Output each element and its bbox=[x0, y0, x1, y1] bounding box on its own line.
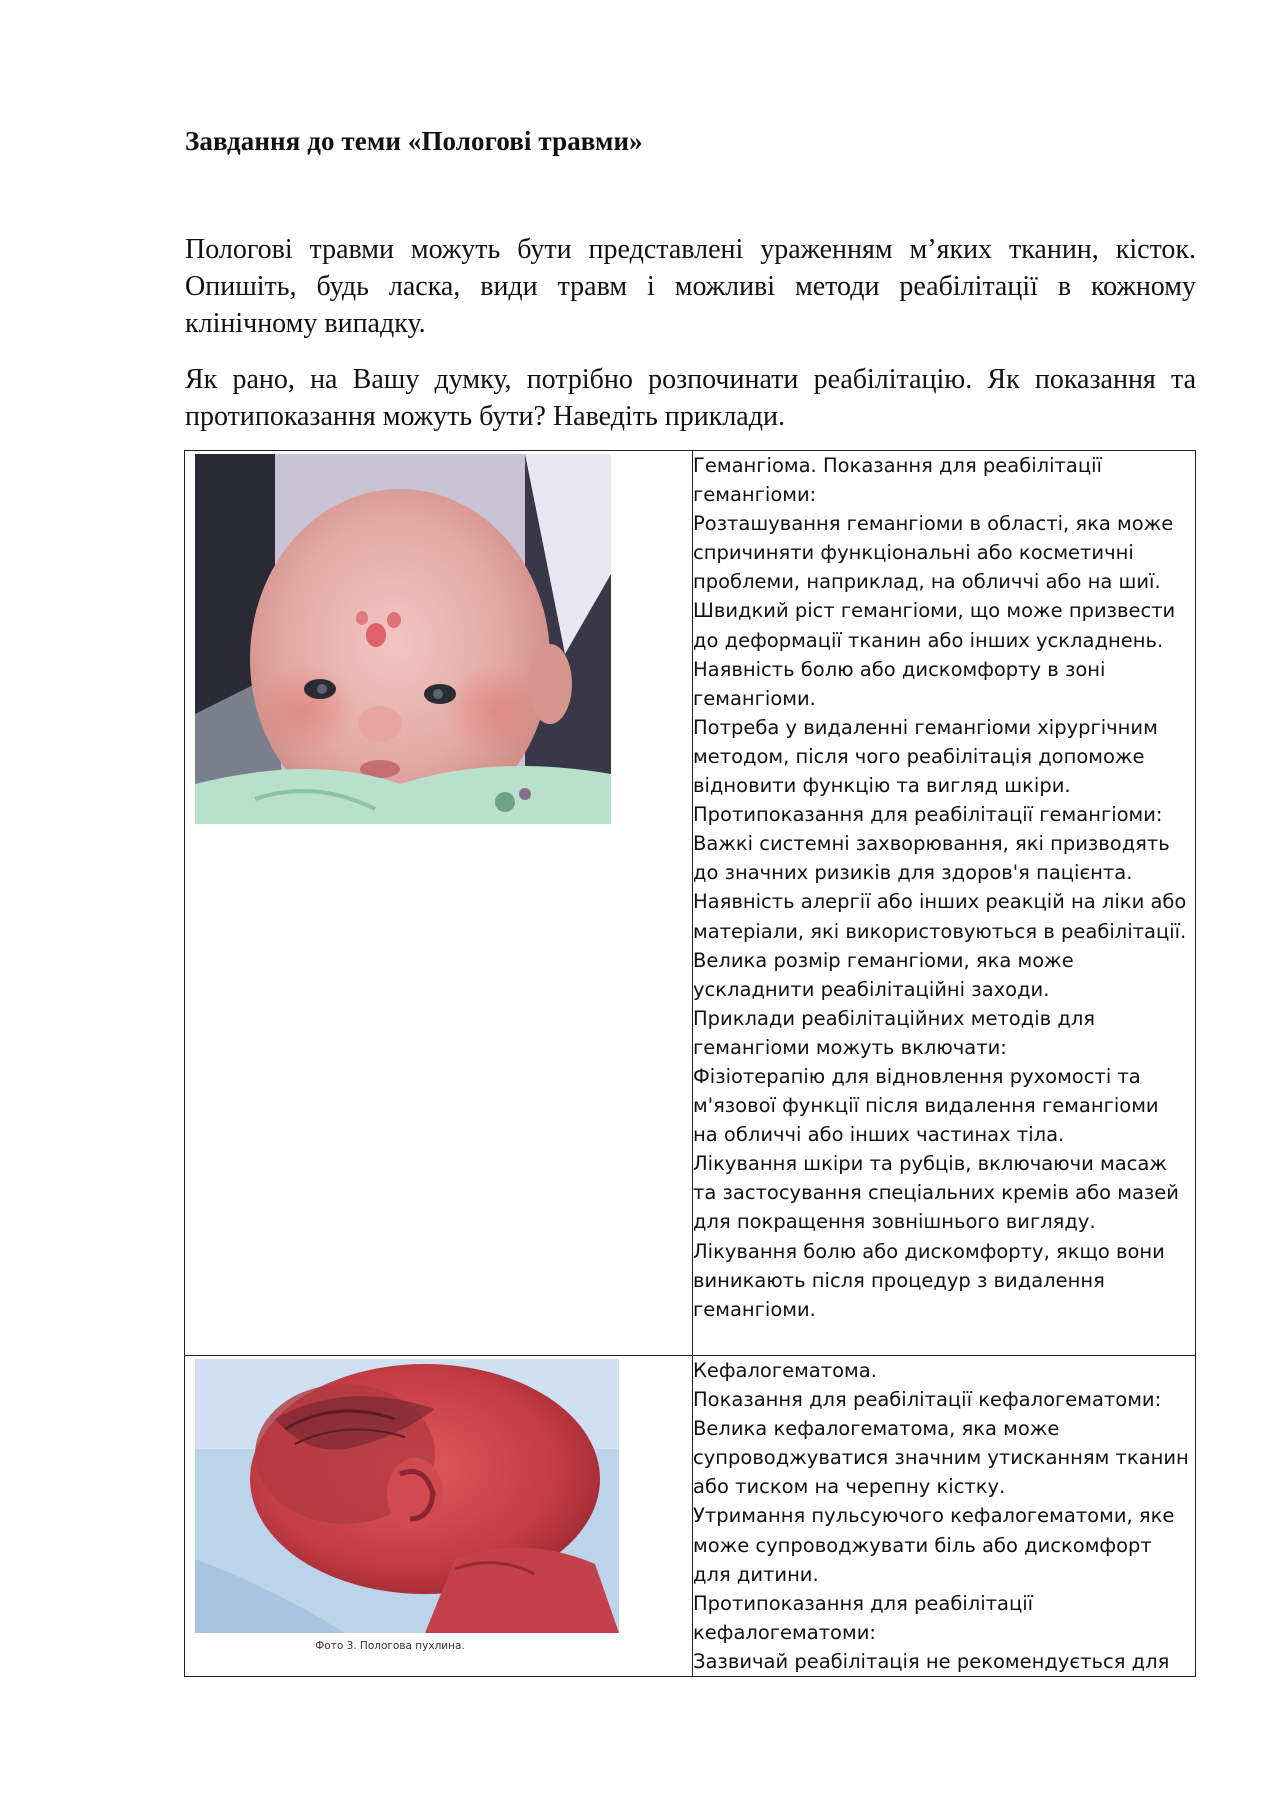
case-text-line: Утримання пульсуючого кефалогематоми, яке bbox=[693, 1504, 1175, 1528]
case-image-cell bbox=[185, 451, 693, 1356]
case-text-line: Протипоказання для реабілітації гемангіоми: bbox=[693, 803, 1163, 827]
case-text-line: може супроводжувати біль або дискомфорт bbox=[693, 1533, 1152, 1557]
svg-text:Фото 3. Пологова пухлина.: Фото 3. Пологова пухлина. bbox=[315, 1640, 465, 1652]
table-row bbox=[185, 1356, 1196, 1677]
case-text-line: Протипоказання для реабілітації bbox=[693, 1591, 1034, 1615]
case-text-line: гемангіоми можуть включати: bbox=[693, 1035, 1007, 1059]
case-text-line: гемангіоми: bbox=[693, 483, 817, 507]
case-text-line: Розташування гемангіоми в області, яка може bbox=[693, 512, 1174, 536]
case-text-line: до деформації тканин або інших ускладнень. bbox=[693, 628, 1164, 652]
case-text-line: Наявність болю або дискомфорту в зоні bbox=[693, 657, 1106, 681]
case-text-line: м'язової функції після видалення гемангіоми bbox=[693, 1094, 1159, 1118]
case-text-line: Приклади реабілітаційних методів для bbox=[693, 1006, 1096, 1030]
intro-paragraph-1: Пологові травми можуть бути представлені ураженням м’яких тканин, кісток. Опишіть, будь ласка, види травм і можливі методи реабілітації в кожному клінічному випадку. bbox=[185, 234, 1196, 339]
case-text-line: виникають після процедур з видалення bbox=[693, 1268, 1105, 1292]
photo-caption bbox=[185, 1633, 692, 1659]
case-text-line: або тиском на черепну кістку. bbox=[693, 1475, 1006, 1499]
case-text-line: до значних ризиків для здоров'я пацієнта. bbox=[693, 861, 1133, 885]
case-text-line: на обличчі або інших частинах тіла. bbox=[693, 1123, 1065, 1147]
case-text-line: матеріали, які використовуються в реабілітації. bbox=[693, 919, 1187, 943]
case-text-line: Лікування шкіри та рубців, включаючи масаж bbox=[693, 1152, 1167, 1176]
case-text-line: Велика кефалогематома, яка може bbox=[693, 1417, 1060, 1441]
case-text-line: методом, після чого реабілітація допоможе bbox=[693, 744, 1145, 768]
case-text-line: проблеми, наприклад, на обличчі або на шиї. bbox=[693, 570, 1161, 594]
case-text-line: Фізіотерапію для відновлення рухомості та bbox=[693, 1064, 1141, 1088]
case-text-line: Наявність алергії або інших реакцій на ліки або bbox=[693, 890, 1187, 914]
case-text-line: Потреба у видаленні гемангіоми хірургічним bbox=[693, 715, 1158, 739]
newborn-cephalohematoma-photo bbox=[195, 1359, 619, 1633]
case-text-line: Зазвичай реабілітація не рекомендується для bbox=[693, 1649, 1170, 1673]
cases-table bbox=[184, 450, 1196, 1677]
case-text-line: відновити функцію та вигляд шкіри. bbox=[693, 774, 1071, 798]
case-description bbox=[693, 451, 1196, 1356]
case-text-line: гемангіоми. bbox=[693, 686, 816, 710]
intro-paragraph-2: Як рано, на Вашу думку, потрібно розпочинати реабілітацію. Як показання та протипоказання можуть бути? Наведіть приклади. bbox=[185, 364, 1196, 432]
baby-face-hemangioma-photo bbox=[195, 454, 611, 824]
case-image-cell bbox=[185, 1356, 693, 1677]
case-text-line: гемангіоми. bbox=[693, 1297, 816, 1321]
case-text-line: Велика розмір гемангіоми, яка може bbox=[693, 948, 1074, 972]
case-text-line: Гемангіома. Показання для реабілітації bbox=[693, 454, 1102, 477]
case-text-line: Важкі системні захворювання, які призводять bbox=[693, 832, 1170, 856]
case-description bbox=[693, 1356, 1196, 1677]
case-text-line: Лікування болю або дискомфорту, якщо вони bbox=[693, 1239, 1165, 1263]
case-text-line: Кефалогематома. bbox=[693, 1359, 877, 1382]
case-text-line: кефалогематоми: bbox=[693, 1620, 876, 1644]
case-text-line: Показання для реабілітації кефалогематоми: bbox=[693, 1388, 1162, 1412]
case-text-line: та застосування спеціальних кремів або мазей bbox=[693, 1181, 1179, 1205]
case-text-line: для покращення зовнішнього вигляду. bbox=[693, 1210, 1096, 1234]
case-text-line: Швидкий ріст гемангіоми, що може призвести bbox=[693, 599, 1176, 623]
case-text-line: супроводжуватися значним утисканням тканин bbox=[693, 1446, 1189, 1470]
case-text-line: для дитини. bbox=[693, 1562, 819, 1586]
case-text-line: ускладнити реабілітаційні заходи. bbox=[693, 977, 1050, 1001]
document-title: Завдання до теми «Пологові травми» bbox=[185, 126, 643, 156]
table-row bbox=[185, 451, 1196, 1356]
case-text-line: спричиняти функціональні або косметичні bbox=[693, 541, 1134, 565]
